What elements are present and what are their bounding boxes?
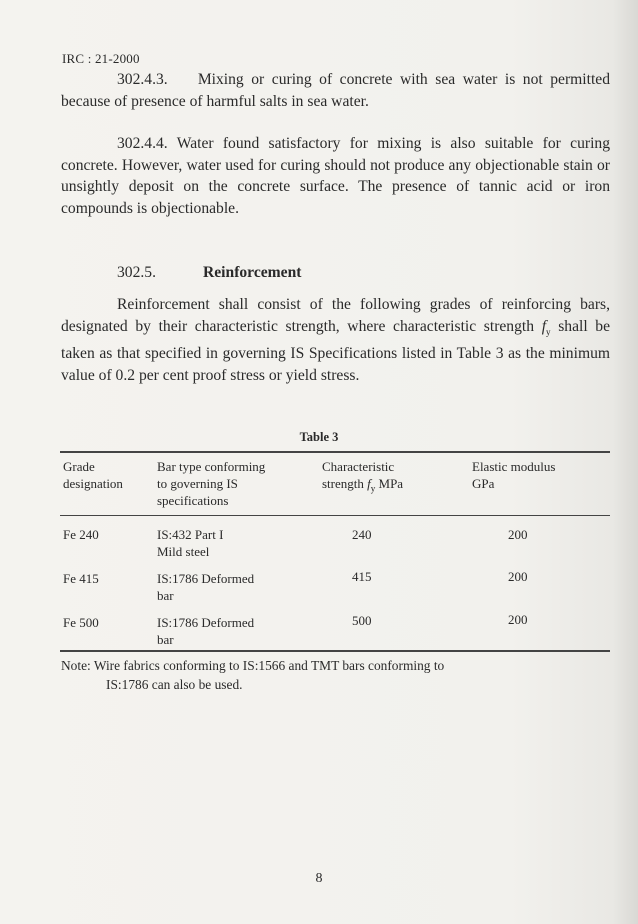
row-1-modulus: 200 — [508, 527, 528, 542]
header-grade-line: designation — [63, 476, 123, 491]
row-1-bar-type-line: Mild steel — [157, 544, 210, 559]
header-bar-type — [157, 458, 265, 509]
header-grade-line: Grade — [63, 459, 95, 474]
header-modulus-line: Elastic modulus — [472, 459, 556, 474]
section-number: 302.5. — [117, 264, 156, 281]
clause-number: 302.4.4. — [117, 135, 168, 152]
row-3-bar-type-line: bar — [157, 632, 174, 647]
reinforcement-paragraph — [61, 294, 610, 386]
table-caption: Table 3 — [299, 430, 339, 444]
strength-symbol: f — [541, 317, 547, 335]
row-2-bar-type-line: IS:1786 Deformed — [157, 571, 255, 586]
clause-text: Mixing or curing of concrete with sea water is not permitted because of presence of harmful salts in sea water. — [61, 71, 611, 110]
row-2-grade: Fe 415 — [63, 571, 99, 586]
note-line-2: IS:1786 can also be used. — [106, 677, 243, 692]
row-3-grade: Fe 500 — [63, 615, 99, 630]
clause-302-4-4 — [61, 133, 610, 219]
paragraph-text-a: Reinforcement shall consist of the following grades of reinforcing bars, designated by their characteristic strength, where characteristic strength — [61, 296, 610, 335]
row-1-grade: Fe 240 — [63, 527, 99, 542]
table-top-rule — [60, 451, 610, 453]
header-strength-line — [322, 475, 403, 498]
row-1-strength: 240 — [352, 527, 372, 542]
row-2-bar-type-line: bar — [157, 588, 174, 603]
section-heading — [117, 264, 301, 282]
header-modulus-line: GPa — [472, 476, 495, 491]
table-note — [61, 656, 610, 694]
note-line-1: Note: Wire fabrics conforming to IS:1566 and TMT bars conforming to — [61, 658, 445, 673]
document-code: IRC : 21-2000 — [62, 51, 140, 66]
row-1-bar-type-line: IS:432 Part I — [157, 527, 224, 542]
header-bar-type-line: specifications — [157, 493, 229, 508]
row-2-strength: 415 — [352, 569, 372, 584]
section-title: Reinforcement — [203, 264, 302, 281]
header-strength-line: Characteristic — [322, 459, 395, 474]
header-strength-unit: MPa — [378, 476, 404, 491]
page-number: 8 — [315, 871, 323, 886]
header-strength-subscript: y — [370, 483, 376, 494]
row-3-strength: 500 — [352, 613, 372, 628]
header-strength-word: strength — [322, 476, 364, 491]
clause-number: 302.4.3. — [117, 71, 168, 88]
table-header-rule — [60, 515, 610, 516]
row-3-bar-type-line: IS:1786 Deformed — [157, 615, 255, 630]
paragraph-text-b: shall be taken as that specified in governing IS Specifications listed in Table 3 as the minimum value of 0.2 per cent proof stress or yield stress. — [61, 317, 611, 384]
table-bottom-rule — [60, 650, 610, 652]
header-bar-type-line: to governing IS — [157, 476, 238, 491]
row-3-bar-type — [157, 614, 254, 648]
row-1-bar-type — [157, 526, 223, 560]
header-strength — [322, 458, 403, 498]
clause-text: Water found satisfactory for mixing is also suitable for curing concrete. However, water used for curing should not produce any objectionable stain or unsightly deposit on the concrete surface. The presence of tannic acid or iron compounds is objectionable. — [61, 135, 610, 217]
header-grade — [63, 458, 123, 492]
header-modulus — [472, 458, 555, 492]
row-3-modulus: 200 — [508, 612, 528, 627]
row-2-modulus: 200 — [508, 569, 528, 584]
header-strength-symbol: f — [367, 476, 371, 491]
row-2-bar-type — [157, 570, 254, 604]
strength-subscript: y — [546, 326, 551, 337]
header-bar-type-line: Bar type conforming — [157, 459, 266, 474]
clause-302-4-3 — [61, 69, 610, 112]
